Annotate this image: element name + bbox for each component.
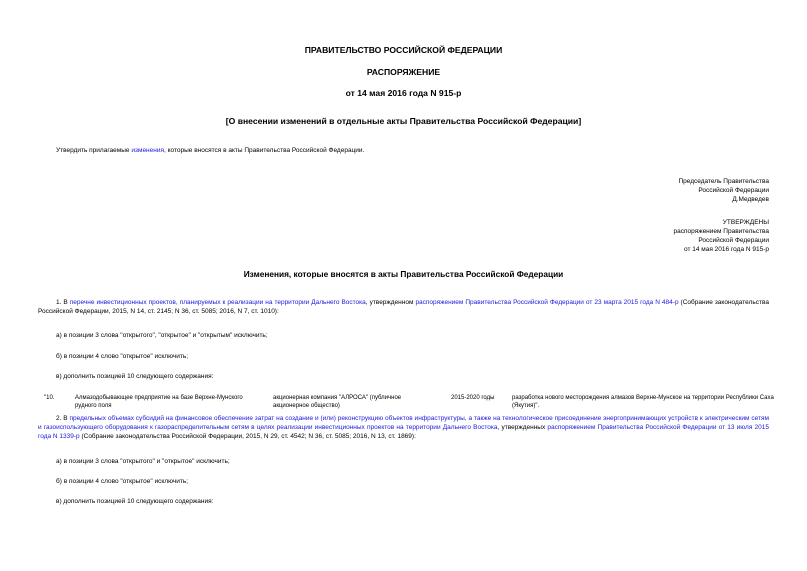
signature-position: Председатель Правительства [678, 178, 769, 185]
approved-line-2: распоряжением Правительства [673, 228, 769, 235]
table-cell-period: 2015-2020 годы [451, 395, 495, 401]
signature-country: Российской Федерации [698, 187, 769, 194]
changes-link[interactable]: изменения [131, 147, 164, 154]
signature-name: Д.Медведев [732, 196, 769, 203]
table-cell-project: Алмазодобывающее предприятие на базе Верхне-Мунского рудного поля [75, 395, 243, 409]
item-1-a: а) в позиции 3 слова "открытого", "открытое" и "открытым" исключить; [56, 332, 268, 339]
item-2-number: 2. В [56, 415, 70, 422]
item-2-mid: , утвержденных [497, 424, 548, 431]
item-1-number: 1. В [56, 299, 70, 306]
changes-title: Изменения, которые вносятся в акты Правительства Российской Федерации [243, 269, 564, 279]
approve-prefix: Утвердить прилагаемые [56, 147, 132, 154]
approve-paragraph [56, 146, 364, 155]
approved-heading: УТВЕРЖДЕНЫ [722, 219, 769, 226]
signature-block [678, 177, 769, 204]
item-2-tail: (Собрание законодательства Российской Федерации, 2015, N 29, ст. 4542; N 36, ст. 5085; 2016, N 13, ст. 1869): [79, 433, 416, 440]
table-cell-company: акционерная компания "АЛРОСА" (публичное акционерное общество) [273, 395, 402, 409]
item-1-link-list[interactable]: перечне инвестиционных проектов, планируемых к реализации на территории Дальнего Востока [69, 299, 366, 306]
table-row-number: "10. [44, 395, 55, 401]
table-cell-description: разработка нового месторождения алмазов Верхне-Мунское на территории Республики Саха (Якутия)". [512, 395, 774, 409]
item-2-link-order[interactable]: распоряжением Правительства Российской Федерации от 13 июля 2015 года N 1339-р [38, 424, 770, 440]
approve-suffix: , которые вносятся в акты Правительства Российской Федерации. [164, 147, 365, 154]
document-date-number: от 14 мая 2016 года N 915-р [345, 88, 462, 98]
item-1-link-order[interactable]: распоряжением Правительства Российской Федерации от 23 марта 2015 года N 484-р [415, 299, 679, 306]
item-1-paragraph [38, 298, 769, 316]
document-type: РАСПОРЯЖЕНИЕ [366, 67, 441, 77]
item-2-a: а) в позиции 3 слова "открытого" и "открытое" исключить; [56, 458, 230, 465]
government-title: ПРАВИТЕЛЬСТВО РОССИЙСКОЙ ФЕДЕРАЦИИ [304, 45, 503, 55]
item-1-mid: , утвержденном [365, 299, 416, 306]
approved-line-3: Российской Федерации [698, 237, 769, 244]
document-subject: [О внесении изменений в отдельные акты Правительства Российской Федерации] [225, 116, 582, 126]
item-2-b: б) в позиции 4 слово "открытое" исключить; [56, 478, 189, 485]
item-2-paragraph [38, 414, 769, 441]
item-1-c: в) дополнить позицией 10 следующего содержания: [56, 373, 214, 380]
item-1-b: б) в позиции 4 слово "открытое" исключить; [56, 353, 189, 360]
item-1-tail: (Собрание законодательства Российской Федерации, 2015, N 14, ст. 2145; N 36, ст. 5085; 2016, N 7, ст. 1010): [38, 299, 769, 315]
approved-line-4: от 14 мая 2016 года N 915-р [683, 246, 769, 253]
approved-block [674, 218, 769, 254]
item-2-link-limits[interactable]: предельных объемах субсидий на финансовое обеспечение затрат на создание и (или) реконструкцию объектов инфраструктуры, а также на технологическое присоединение энергопринимающих устройств к электрическим сетям и газоиспользующего оборудования к газораспределительным сетям в целях реализации инвестиционных проектов на территории Дальнего Востока [38, 415, 769, 431]
item-2-c: в) дополнить позицией 10 следующего содержания: [56, 498, 214, 505]
